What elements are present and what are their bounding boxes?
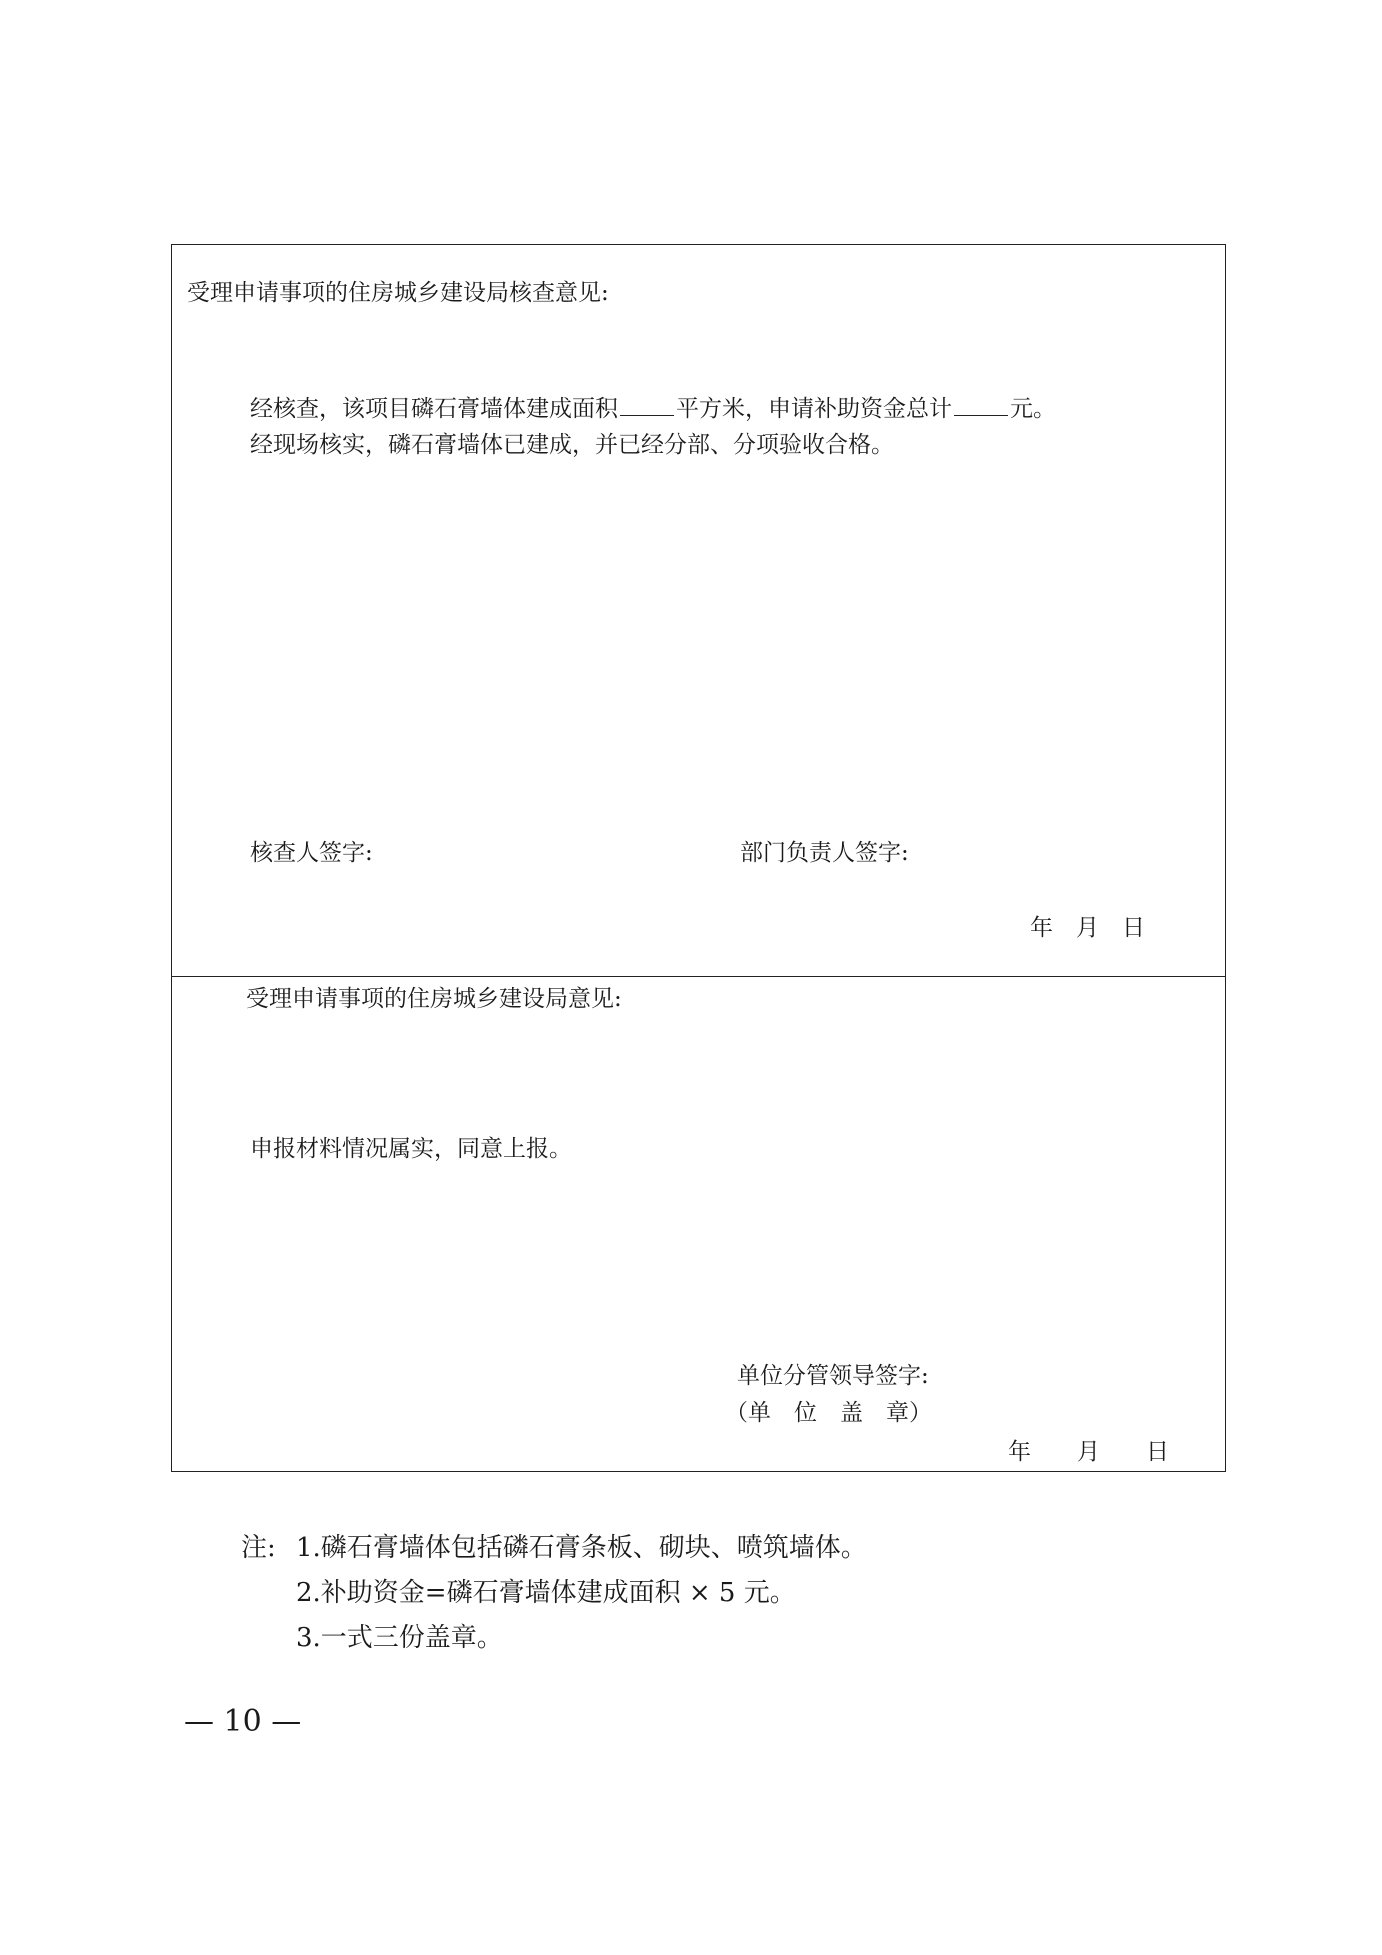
notes-prefix: 注:: [241, 1533, 276, 1563]
seal-label: （单 位 盖 章）: [725, 1400, 932, 1426]
line1-part3: 元。: [1010, 396, 1056, 422]
note-item: 2.补助资金=磷石膏墙体建成面积 × 5 元。: [296, 1578, 796, 1608]
section1-date: 年 月 日: [1030, 915, 1145, 941]
section2-body: 申报材料情况属实，同意上报。: [250, 1136, 572, 1162]
note-item: 1.磷石膏墙体包括磷石膏条板、砌块、喷筑墙体。: [296, 1533, 867, 1563]
section2-heading: 受理申请事项的住房城乡建设局意见:: [246, 986, 622, 1012]
line1-part2: 平方米，申请补助资金总计: [676, 396, 952, 422]
section2-date: 年 月 日: [1008, 1439, 1169, 1465]
dept-head-signature-label: 部门负责人签字:: [740, 840, 909, 866]
page-number: — 10 —: [184, 1704, 302, 1739]
inspector-signature-label: 核查人签字:: [250, 840, 373, 866]
section1-line2: 经现场核实，磷石膏墙体已建成，并已经分部、分项验收合格。: [250, 432, 894, 458]
leader-signature-label: 单位分管领导签字:: [737, 1363, 929, 1389]
section1-line1: [250, 395, 1056, 422]
amount-blank[interactable]: [954, 395, 1008, 416]
line1-part1: 经核查，该项目磷石膏墙体建成面积: [250, 396, 618, 422]
note-item: 3.一式三份盖章。: [296, 1623, 503, 1653]
area-blank[interactable]: [620, 395, 674, 416]
section-divider: [171, 976, 1226, 977]
section1-heading: 受理申请事项的住房城乡建设局核查意见:: [187, 280, 609, 306]
